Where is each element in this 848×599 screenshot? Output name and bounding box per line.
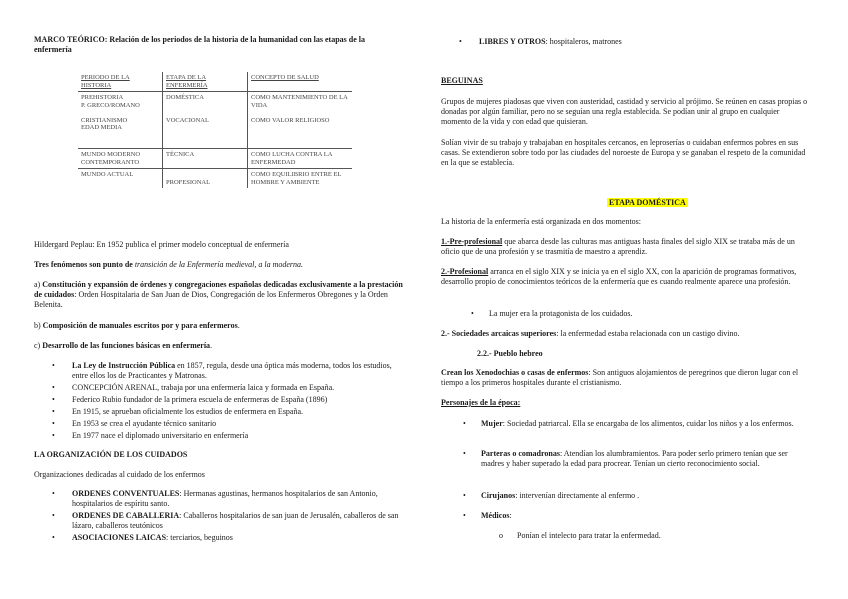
table-cell: DOMÉSTICA VOCACIONAL — [163, 92, 248, 149]
list-item-bold: Médicos — [481, 511, 510, 520]
xenodochias — [441, 368, 811, 388]
item-b-bold: Composición de manuales escritos por y para enfermeros — [42, 321, 238, 330]
item-a-rest: : Orden Hospitalaria de San Juan de Dios, Congregación de los Enfermeros Obregones y la Orden Belenita. — [34, 290, 388, 309]
table-cell: PROFESIONAL — [163, 169, 248, 189]
list-item-bold: Parteras o comadronas — [481, 449, 560, 458]
peplau-line: Hildergard Peplau: En 1952 publica el primer modelo conceptual de enfermería — [34, 240, 289, 249]
item-a-prefix: a) — [34, 280, 43, 289]
table-cell: MUNDO MODERNO CONTEMPORANTO — [78, 149, 163, 169]
org-intro: Organizaciones dedicadas al cuidado de los enfermos — [34, 470, 205, 479]
list-item — [479, 37, 622, 47]
list-item-text: : — [509, 511, 512, 520]
list-item-text: : terciarios, beguinos — [166, 533, 233, 542]
etapa-heading-text: ETAPA DOMÉSTICA — [609, 198, 686, 207]
bullet-icon: • — [52, 533, 55, 542]
list-item — [72, 533, 233, 543]
item-c-bold: Desarrollo de las funciones básicas en enfermería — [42, 341, 211, 350]
tres-bold: Tres fenómenos son punto de — [34, 260, 135, 269]
list-item-bold: Mujer — [481, 419, 503, 428]
bullet-icon: • — [463, 419, 466, 428]
profesional — [441, 267, 811, 287]
circle-bullet-icon: o — [499, 531, 503, 540]
xeno-bold: Crean los Xenodochias o casas de enfermos — [441, 368, 589, 377]
bullet-icon: • — [463, 449, 466, 458]
list-item-bold: LIBRES Y OTROS — [479, 37, 546, 46]
list-item-text: : Caballeros hospitalarios de san juan de Jerusalén, caballeros de san lázaro, caballeros teutónicos — [72, 511, 399, 530]
list-item-text: : intervenían directamente al enfermo . — [515, 491, 640, 500]
list-item: En 1977 nace el diplomado universitario en enfermería — [72, 431, 249, 440]
table-cell: TÉCNICA — [163, 149, 248, 169]
personajes-heading: Personajes de la época: — [441, 398, 521, 407]
list-item-text: : hospitaleros, matrones — [545, 37, 622, 46]
list-item — [72, 511, 404, 531]
list-item — [72, 489, 404, 509]
pre-profesional — [441, 237, 811, 257]
title-rest: : Relación de los periodos de la historia de la humanidad con las etapas de la enfermería — [34, 35, 365, 54]
list-item — [481, 491, 639, 501]
sociedades-label: 2.- Sociedades arcaicas superiores — [441, 329, 557, 338]
bullet-icon: • — [52, 511, 55, 520]
item-a — [34, 280, 404, 310]
item-b — [34, 321, 240, 331]
xeno-text: : Son antiguos alojamientos de peregrinos que dieron lugar con el tiempo a los primeros hospitales durante el cristianismo. — [441, 368, 799, 387]
bullet-icon: • — [52, 361, 55, 370]
section-title — [34, 35, 404, 55]
table-cell: COMO MANTENIMIENTO DE LA VIDA COMO VALOR RELIGIOSO — [248, 92, 353, 149]
list-item-bold: ORDENES DE CABALLERIA — [72, 511, 180, 520]
list-item — [481, 419, 811, 429]
bullet-icon: • — [52, 419, 55, 428]
bullet-icon: • — [52, 395, 55, 404]
prof-label: 2.-Profesional — [441, 267, 489, 276]
bullet-icon: • — [52, 407, 55, 416]
table-header-etapa: ETAPA DE LA ENFERMERÍA — [163, 72, 248, 92]
table-header-concepto: CONCEPTO DE SALUD — [248, 72, 353, 92]
list-item-bold: La Ley de Instrucción Pública — [72, 361, 176, 370]
list-item-bold: ASOCIACIONES LAICAS — [72, 533, 167, 542]
title-bold: MARCO TEÓRICO — [34, 35, 105, 44]
historia-intro: La historia de la enfermería está organizada en dos momentos: — [441, 217, 641, 226]
pre-text: que abarca desde las culturas mas antiguas hasta finales del siglo XIX se trataba más de un oficio que de una profesión y se trasmitía de maestro a aprendiz. — [441, 237, 795, 256]
history-table — [78, 72, 352, 188]
bullet-icon: • — [52, 431, 55, 440]
table-header-periodo: PERIODO DE LA HISTORIA — [78, 72, 163, 92]
item-c — [34, 341, 212, 351]
list-item-bold: ORDENES CONVENTUALES — [72, 489, 180, 498]
bullet-icon: • — [471, 309, 474, 318]
list-item: En 1953 se crea el ayudante técnico sanitario — [72, 419, 217, 428]
table-cell: COMO LUCHA CONTRA LA ENFERMEDAD — [248, 149, 353, 169]
list-item — [72, 361, 404, 381]
item-c-prefix: c) — [34, 341, 43, 350]
tres-fenomenos — [34, 260, 303, 270]
list-item: CONCEPCIÓN ARENAL, trabaja por una enfermería laica y formada en España. — [72, 383, 335, 392]
bullet-icon: • — [52, 489, 55, 498]
sociedades-text: : la enfermedad estaba relacionada con un castigo divino. — [556, 329, 740, 338]
bullet-icon: • — [52, 383, 55, 392]
beguinas-paragraph-2: Solían vivir de su trabajo y trabajaban en hospitales cercanos, en leproserías o cuidaban enfermos pobres en sus casas. Se extendieron sobre todo por las ciudades del noroeste de Europa y se ganaban el respeto de la comunidad en la que se establecía. — [441, 138, 806, 167]
list-item — [481, 511, 512, 521]
table-cell: COMO EQUILIBRIO ENTRE EL HOMBRE Y AMBIENTE — [251, 171, 342, 186]
item-a-bold: Constitución y expansión de órdenes y congregaciones españolas dedicadas exclusivamente a la prestación de cuidados — [34, 280, 403, 299]
pueblo-heading: 2.2.- Pueblo hebreo — [477, 349, 543, 358]
bullet-icon: • — [463, 511, 466, 520]
list-item: Ponían el intelecto para tratar la enfermedad. — [517, 531, 661, 540]
list-item-text: : Hermanas agustinas, hermanos hospitalarios de san Antonio, hospitalarios de espíritu santo. — [72, 489, 378, 508]
etapa-heading — [607, 198, 688, 208]
item-c-rest: . — [210, 341, 213, 350]
list-item-text: : Atendían los alumbramientos. Para poder serlo primero tenían que ser madres y haber superado la edad para procrear. Tenían un cierto reconocimiento social. — [481, 449, 788, 468]
table-cell: PREHISTORIA P. GRECO/ROMANO CRISTIANISMO EDAD MEDIA — [78, 92, 163, 149]
item-b-prefix: b) — [34, 321, 43, 330]
beguinas-paragraph-1: Grupos de mujeres piadosas que viven con austeridad, castidad y servicio al prójimo. Se reúnen en casas propias o donadas por algún familiar, pero no se seguían una regla establecida. Se podían unir al grupo en cualquier momento de la vida y con edad que quisieran. — [441, 97, 808, 126]
list-item: La mujer era la protagonista de los cuidados. — [489, 309, 633, 318]
list-item: En 1915, se aprueban oficialmente los estudios de enfermera en España. — [72, 407, 304, 416]
list-item — [481, 449, 811, 469]
item-b-rest: . — [237, 321, 240, 330]
beguinas-heading: BEGUINAS — [441, 76, 483, 85]
list-item-text: en 1857, regula, desde una óptica más moderna, todos los estudios, entre ellos los de Practicantes y Matronas. — [72, 361, 392, 380]
list-item: Federico Rubio fundador de la primera escuela de enfermeras de España (1896) — [72, 395, 328, 404]
tres-italic: transición de la Enfermería medieval, a la moderna. — [134, 260, 304, 269]
list-item-bold: Cirujanos — [481, 491, 516, 500]
sociedades — [441, 329, 740, 339]
table-cell: MUNDO ACTUAL — [78, 169, 163, 189]
org-heading: LA ORGANIZACIÓN DE LOS CUIDADOS — [34, 450, 188, 459]
pre-label: 1.-Pre-profesional — [441, 237, 503, 246]
bullet-icon: • — [463, 491, 466, 500]
prof-text: arranca en el siglo XIX y se inicia ya en el siglo XX, con la aparición de programas formativos, desarrollo propio de conocimientos teóricos de la enfermería que es cuando realmente aparece una profesión. — [441, 267, 797, 286]
bullet-icon: • — [459, 37, 462, 46]
list-item-text: : Sociedad patriarcal. Ella se encargaba de los alimentos, cuidar los niños y a los enfermos. — [502, 419, 794, 428]
